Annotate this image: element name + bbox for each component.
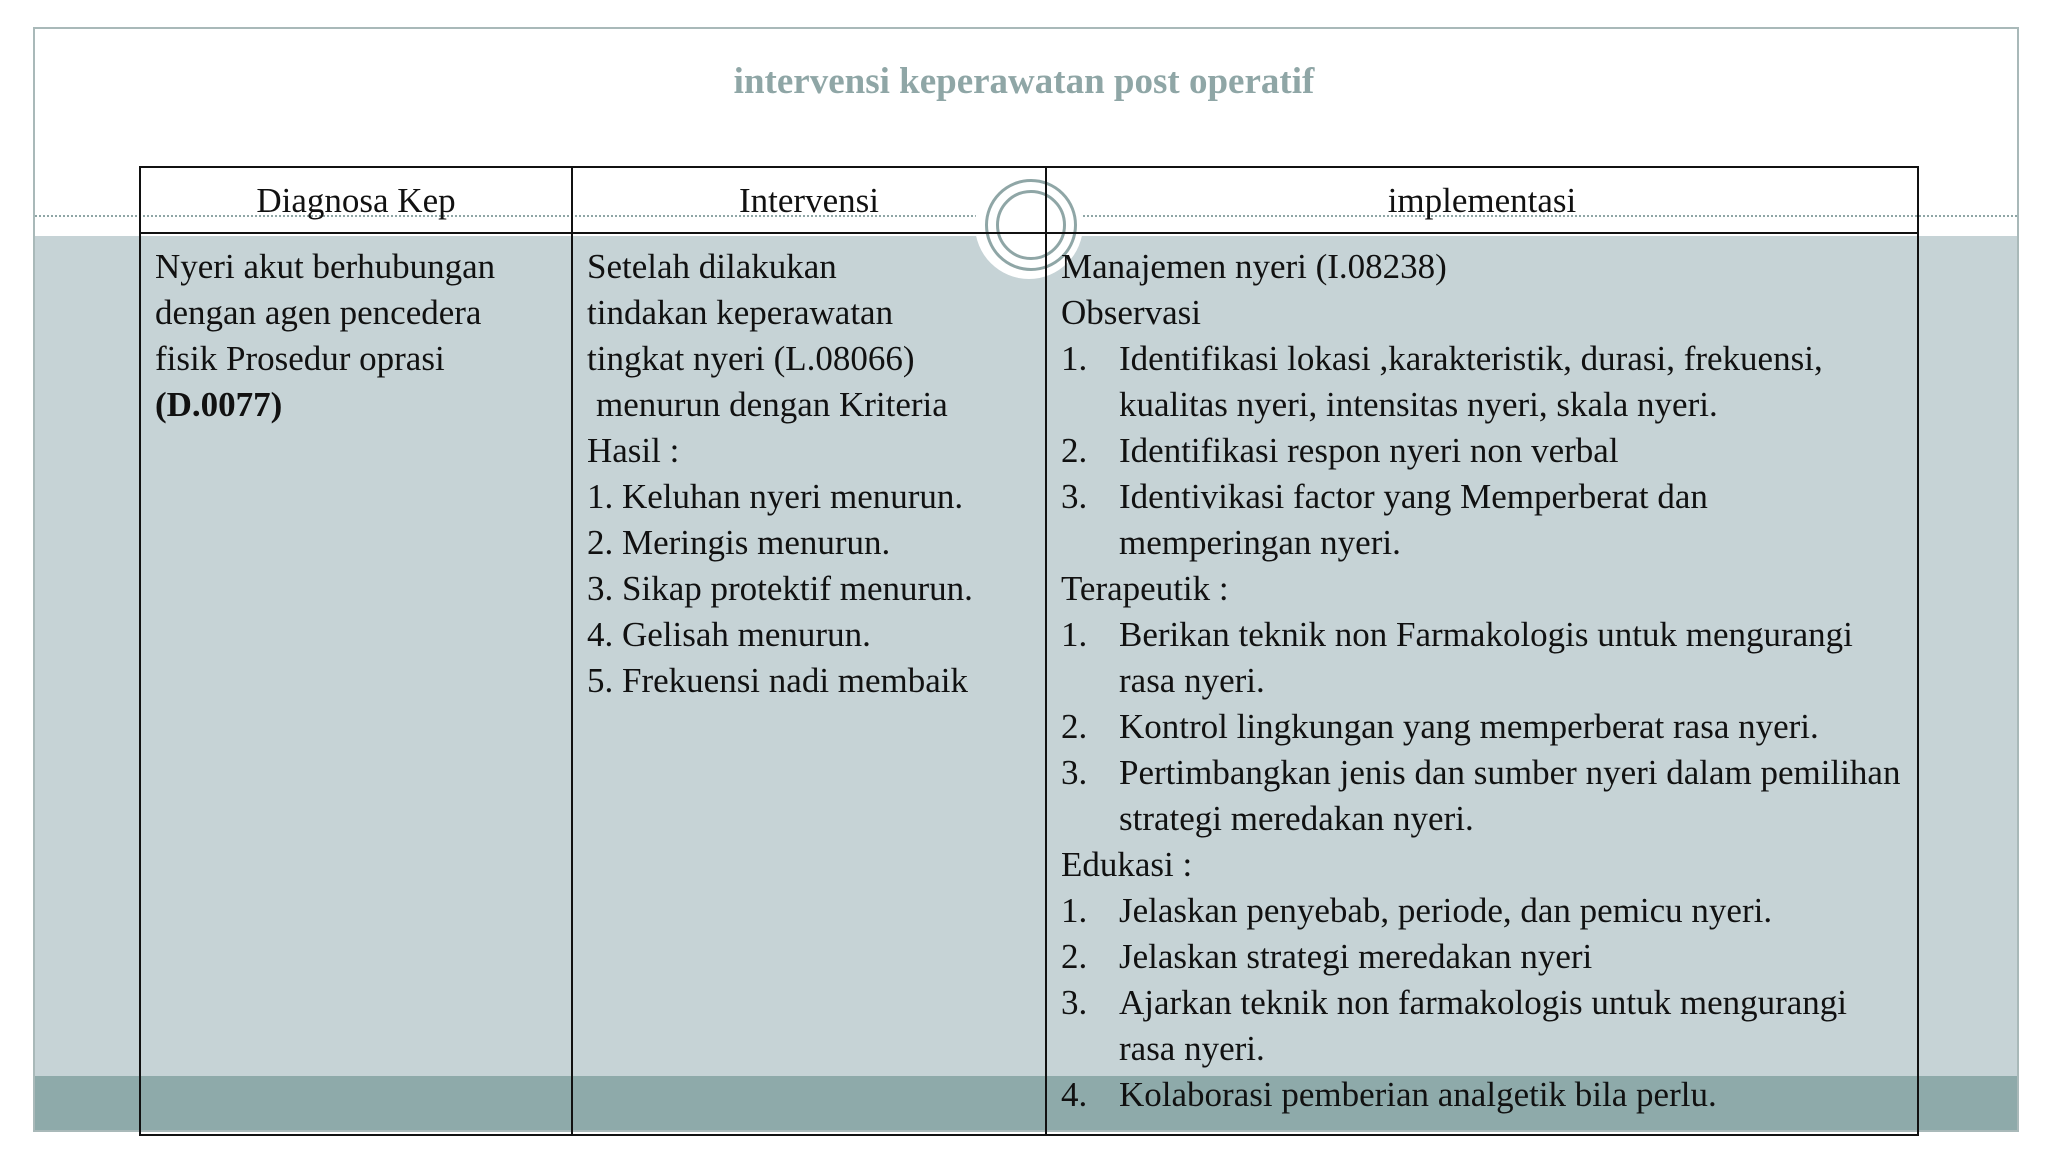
implementasi-heading: Manajemen nyeri (I.08238) [1061,247,1447,286]
list-item: 1. Berikan teknik non Farmakologis untuk mengurangi rasa nyeri. [1061,615,1853,700]
list-item: 2. Jelaskan strategi meredakan nyeri [1061,937,1593,976]
intervensi-line: menurun dengan Kriteria [596,385,948,424]
intervensi-line: tindakan keperawatan [587,293,894,332]
list-item: 3. Ajarkan teknik non farmakologis untuk mengurangi rasa nyeri. [1061,983,1848,1068]
intervensi-cell [572,233,1046,1135]
list-item: 1. Jelaskan penyebab, periode, dan pemicu nyeri. [1061,891,1773,930]
diagnosa-cell [140,233,572,1135]
intervention-table [139,166,1919,1136]
observasi-list [1061,336,1903,566]
diagnosa-line: dengan agen pencedera [155,293,482,332]
diagnosa-line: fisik Prosedur oprasi [155,339,445,378]
list-item: 1. Identifikasi lokasi ,karakteristik, durasi, frekuensi, kualitas nyeri, intensitas nyeri, skala nyeri. [1061,339,1823,424]
observasi-label: Observasi [1061,293,1201,332]
list-item: 4. Kolaborasi pemberian analgetik bila perlu. [1061,1075,1717,1114]
criteria-item: 5. Frekuensi nadi membaik [587,661,969,700]
list-item: 2. Kontrol lingkungan yang memperberat rasa nyeri. [1061,707,1819,746]
diagnosa-code: (D.0077) [155,385,283,424]
intervensi-line: Setelah dilakukan [587,247,837,286]
table-header-row [140,167,1918,233]
intervensi-line: Hasil : [587,431,680,470]
header-intervensi: Intervensi [572,167,1046,233]
header-implementasi: implementasi [1046,167,1918,233]
terapeutik-label: Terapeutik : [1061,569,1229,608]
header-diagnosa: Diagnosa Kep [140,167,572,233]
edukasi-label: Edukasi : [1061,845,1193,884]
list-item: 3. Pertimbangkan jenis dan sumber nyeri dalam pemilihan strategi meredakan nyeri. [1061,753,1901,838]
list-item: 2. Identifikasi respon nyeri non verbal [1061,431,1619,470]
diagnosa-line: Nyeri akut berhubungan [155,247,496,286]
terapeutik-list [1061,612,1903,842]
slide-title: intervensi keperawatan post operatif [733,61,1315,102]
intervensi-line: tingkat nyeri (L.08066) [587,339,915,378]
edukasi-list [1061,888,1903,1118]
criteria-item: 3. Sikap protektif menurun. [587,569,973,608]
implementasi-cell [1046,233,1918,1135]
list-item: 3. Identivikasi factor yang Memperberat dan memperingan nyeri. [1061,477,1708,562]
table-row [140,233,1918,1135]
criteria-item: 2. Meringis menurun. [587,523,891,562]
criteria-item: 4. Gelisah menurun. [587,615,871,654]
criteria-item: 1. Keluhan nyeri menurun. [587,477,964,516]
